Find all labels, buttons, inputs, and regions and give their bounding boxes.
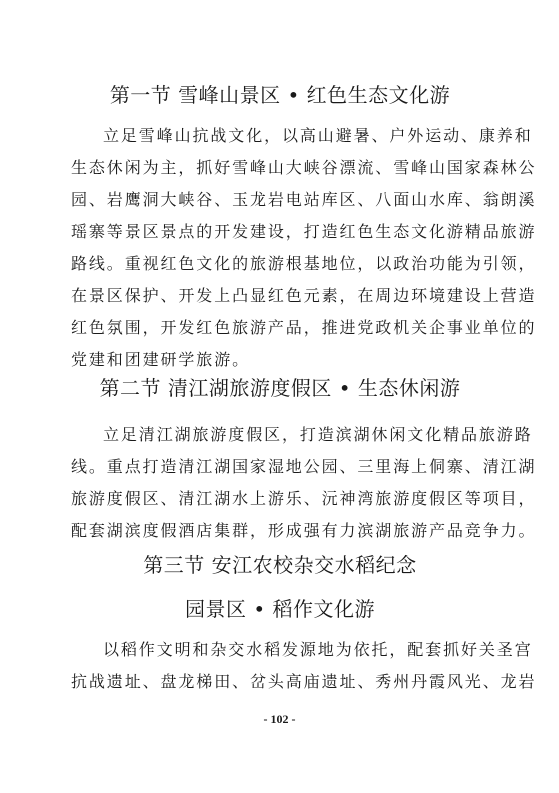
paragraph-line: 党建和团建研学旅游。 bbox=[71, 350, 251, 369]
section-heading-continued: 园景区 • 稻作文化游 bbox=[184, 597, 375, 621]
paragraph-line: 生态休闲为主，抓好雪峰山大峡谷漂流、雪峰山国家森林公 bbox=[71, 158, 537, 177]
paragraph-line: 立足雪峰山抗战文化，以高山避暑、户外运动、康养和 bbox=[103, 126, 533, 145]
paragraph-line: 线。重点打造清江湖国家湿地公园、三里海上侗寨、清江湖 bbox=[71, 457, 537, 476]
paragraph-line: 红色氛围，开发红色旅游产品，推进党政机关企事业单位的 bbox=[71, 318, 537, 337]
paragraph-line: 旅游度假区、清江湖水上游乐、沅神湾旅游度假区等项目， bbox=[71, 489, 537, 508]
paragraph-line: 抗战遗址、盘龙梯田、岔头高庙遗址、秀州丹霞风光、龙岩 bbox=[71, 672, 537, 691]
section-heading: 第二节 清江湖旅游度假区 • 生态休闲游 bbox=[99, 376, 461, 400]
section-heading: 第三节 安江农校杂交水稻纪念 bbox=[143, 553, 417, 577]
page-number: - 102 - bbox=[263, 712, 296, 726]
paragraph-line: 园、岩鹰洞大峡谷、玉龙岩电站库区、八面山水库、翁朗溪 bbox=[71, 190, 537, 209]
paragraph-line: 立足清江湖旅游度假区，打造滨湖休闲文化精品旅游路 bbox=[103, 425, 533, 444]
paragraph-line: 瑶寨等景区景点的开发建设，打造红色生态文化游精品旅游 bbox=[71, 222, 537, 241]
paragraph-line: 路线。重视红色文化的旅游根基地位，以政治功能为引领， bbox=[71, 254, 537, 273]
paragraph-line: 以稻作文明和杂交水稻发源地为依托，配套抓好关圣宫 bbox=[103, 640, 533, 659]
section-heading: 第一节 雪峰山景区 • 红色生态文化游 bbox=[109, 83, 451, 107]
paragraph-line: 在景区保护、开发上凸显红色元素，在周边环境建设上营造 bbox=[71, 286, 537, 305]
paragraph-line: 配套湖滨度假酒店集群，形成强有力滨湖旅游产品竞争力。 bbox=[71, 521, 537, 540]
